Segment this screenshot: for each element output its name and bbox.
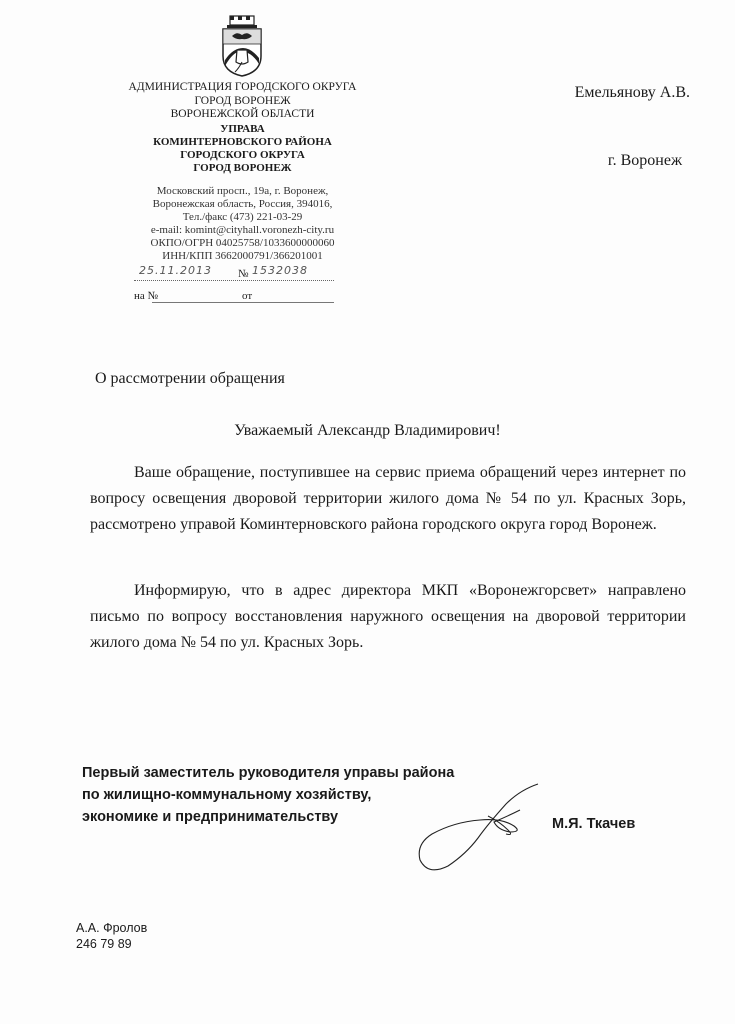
- letterhead-address: [110, 186, 375, 264]
- letterhead-administration: [110, 82, 375, 123]
- signatory-name: М.Я. Ткачев: [552, 816, 636, 832]
- uprava-line: КОМИНТЕРНОВСКОГО РАЙОНА: [153, 136, 332, 148]
- uprava-line: ГОРОДСКОГО ОКРУГА: [180, 149, 305, 161]
- signatory-title-line: по жилищно-коммунальному хозяйству,: [82, 787, 372, 803]
- uprava-line: УПРАВА: [220, 123, 265, 135]
- reference-number-label: на №: [134, 290, 159, 302]
- letterhead-uprava: [110, 124, 375, 176]
- reference-divider: [152, 302, 334, 303]
- admin-line: АДМИНИСТРАЦИЯ ГОРОДСКОГО ОКРУГА: [128, 81, 357, 93]
- address-line: Воронежская область, Россия, 394016,: [152, 198, 333, 210]
- address-line: Московский просп., 19а, г. Воронеж,: [156, 185, 329, 197]
- executor-info: [76, 920, 147, 952]
- letter-greeting: Уважаемый Александр Владимирович!: [234, 422, 501, 439]
- signatory-title-line: Первый заместитель руководителя управы района: [82, 765, 455, 781]
- registration-divider: [134, 280, 334, 281]
- recipient-city: г. Воронеж: [607, 152, 682, 169]
- address-line: ИНН/КПП 3662000791/366201001: [162, 250, 323, 262]
- registration-number: 1532038: [252, 264, 308, 277]
- signatory-title: [82, 762, 454, 828]
- handwritten-signature-icon: [410, 770, 560, 880]
- executor-name: А.А. Фролов: [76, 921, 148, 935]
- body-paragraph: [90, 460, 686, 538]
- registration-number-label: №: [238, 268, 249, 280]
- address-line: e-mail: komint@cityhall.voronezh-city.ru: [150, 224, 335, 236]
- reference-date-label: от: [242, 290, 253, 302]
- address-line: ОКПО/ОГРН 04025758/1033600000060: [150, 237, 335, 249]
- body-paragraph-text: Ваше обращение, поступившее на сервис приема обращений через интернет по вопросу освещения дворовой территории жилого дома № 54 по ул. Красных Зорь, рассмотрено управой Коминтерновского района городского округа город Воронеж.: [90, 464, 686, 533]
- recipient-name: Емельянову А.В.: [574, 84, 690, 101]
- body-paragraph-text: Информирую, что в адрес директора МКП «Воронежгорсвет» направлено письмо по вопросу восстановления наружного освещения на дворовой территории жилого дома № 54 по ул. Красных Зорь.: [90, 582, 686, 651]
- uprava-line: ГОРОД ВОРОНЕЖ: [193, 162, 292, 174]
- admin-line: ГОРОД ВОРОНЕЖ: [194, 94, 291, 107]
- address-line: Тел./факс (473) 221-03-29: [182, 211, 303, 223]
- admin-line: ВОРОНЕЖСКОЙ ОБЛАСТИ: [170, 108, 315, 120]
- registration-date: 25.11.2013: [139, 264, 212, 277]
- signatory-title-line: экономике и предпринимательству: [82, 809, 339, 825]
- coat-of-arms-icon: [217, 14, 267, 78]
- body-paragraph: [90, 578, 686, 656]
- letter-subject: О рассмотрении обращения: [95, 370, 285, 387]
- executor-phone: 246 79 89: [76, 937, 132, 951]
